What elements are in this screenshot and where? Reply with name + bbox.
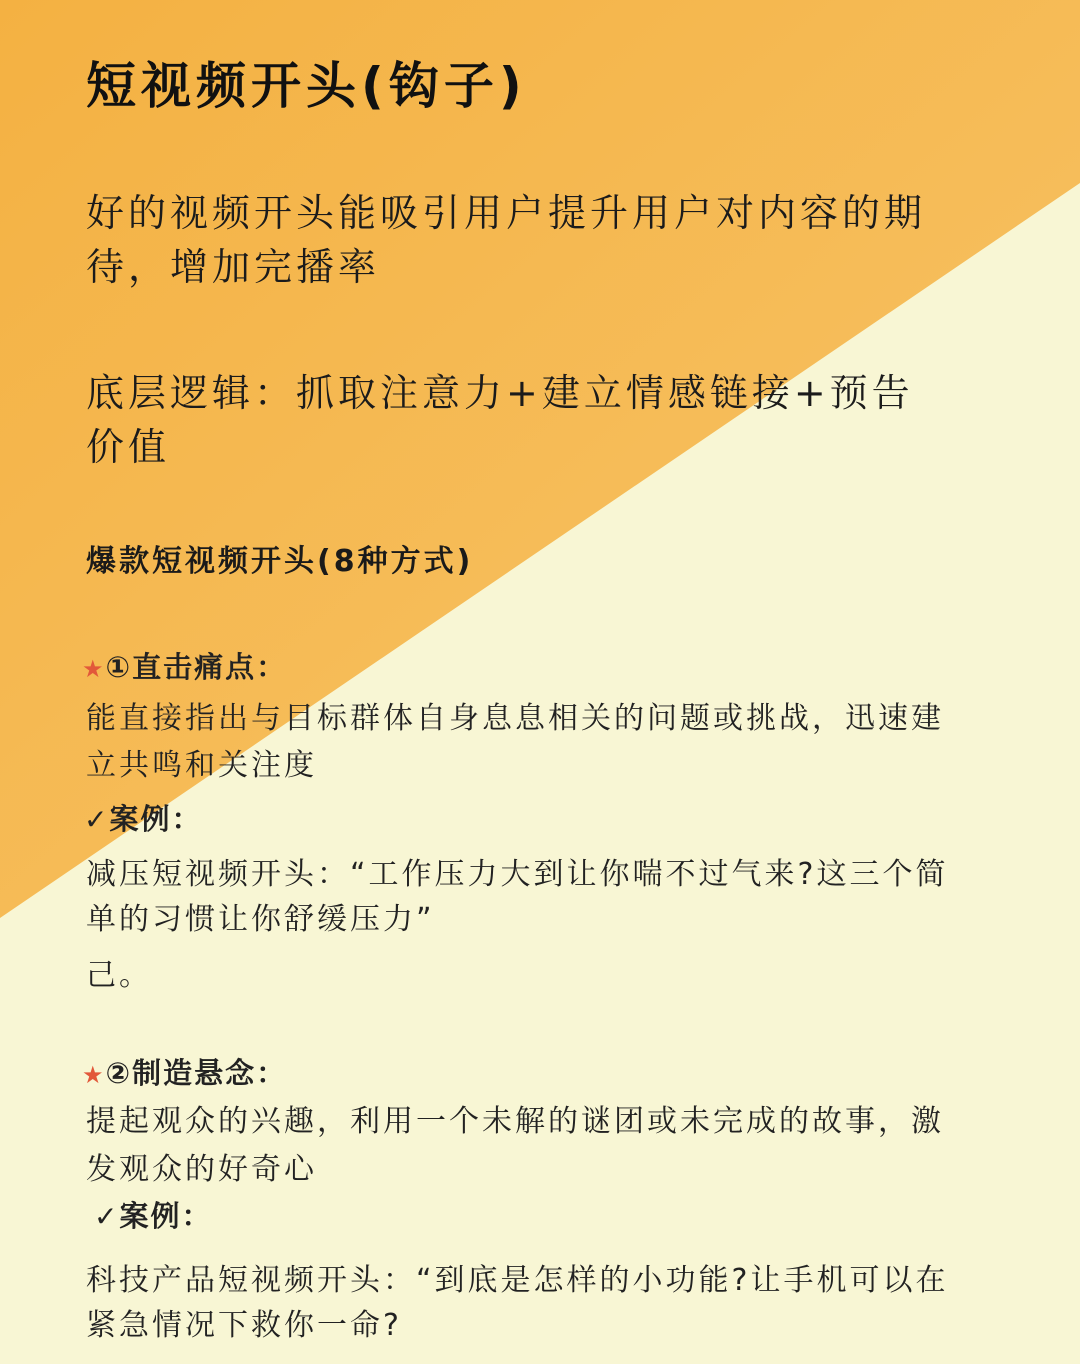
logic-line-1: 底层逻辑：抓取注意力+建立情感链接+预告	[86, 371, 914, 415]
checkmark-icon: ✓	[94, 1200, 120, 1233]
method-1-heading-text: ①直击痛点：	[105, 650, 288, 684]
method-2-case-text: 案例：	[119, 1199, 213, 1233]
checkmark-icon: ✓	[84, 803, 110, 836]
star-icon: ★	[82, 1061, 106, 1089]
star-icon: ★	[82, 655, 106, 683]
method-1-desc-line-1: 能直接指出与目标群体自身息息相关的问题或挑战，迅速建	[86, 701, 944, 736]
method-2-example-line-1: 科技产品短视频开头：“到底是怎样的小功能?让手机可以在	[86, 1263, 949, 1298]
page-title: 短视频开头(钩子)	[86, 57, 527, 115]
intro-line-2: 待，增加完播率	[86, 245, 381, 289]
method-1-heading	[82, 645, 287, 686]
section-title: 爆款短视频开头(8种方式)	[86, 544, 474, 579]
method-2-heading-text: ②制造悬念：	[105, 1056, 288, 1090]
method-2-desc-line-2: 发观众的好奇心	[86, 1152, 317, 1187]
method-2-example-line-2: 紧急情况下救你一命?	[86, 1308, 402, 1343]
method-1-case-label	[84, 797, 202, 838]
method-1-desc-line-2: 立共鸣和关注度	[86, 748, 317, 783]
method-2-desc-line-1: 提起观众的兴趣，利用一个未解的谜团或未完成的故事，激	[86, 1104, 944, 1139]
method-1-extra: 己。	[86, 958, 152, 993]
logic-line-2: 价值	[86, 425, 171, 469]
method-2-case-label	[94, 1194, 212, 1235]
method-2-heading	[82, 1051, 287, 1092]
method-1-example-line-2: 单的习惯让你舒缓压力”	[86, 902, 435, 937]
method-1-case-text: 案例：	[109, 802, 203, 836]
method-1-example-line-1: 减压短视频开头：“工作压力大到让你喘不过气来?这三个简	[86, 857, 949, 892]
intro-line-1: 好的视频开头能吸引用户提升用户对内容的期	[86, 191, 927, 235]
